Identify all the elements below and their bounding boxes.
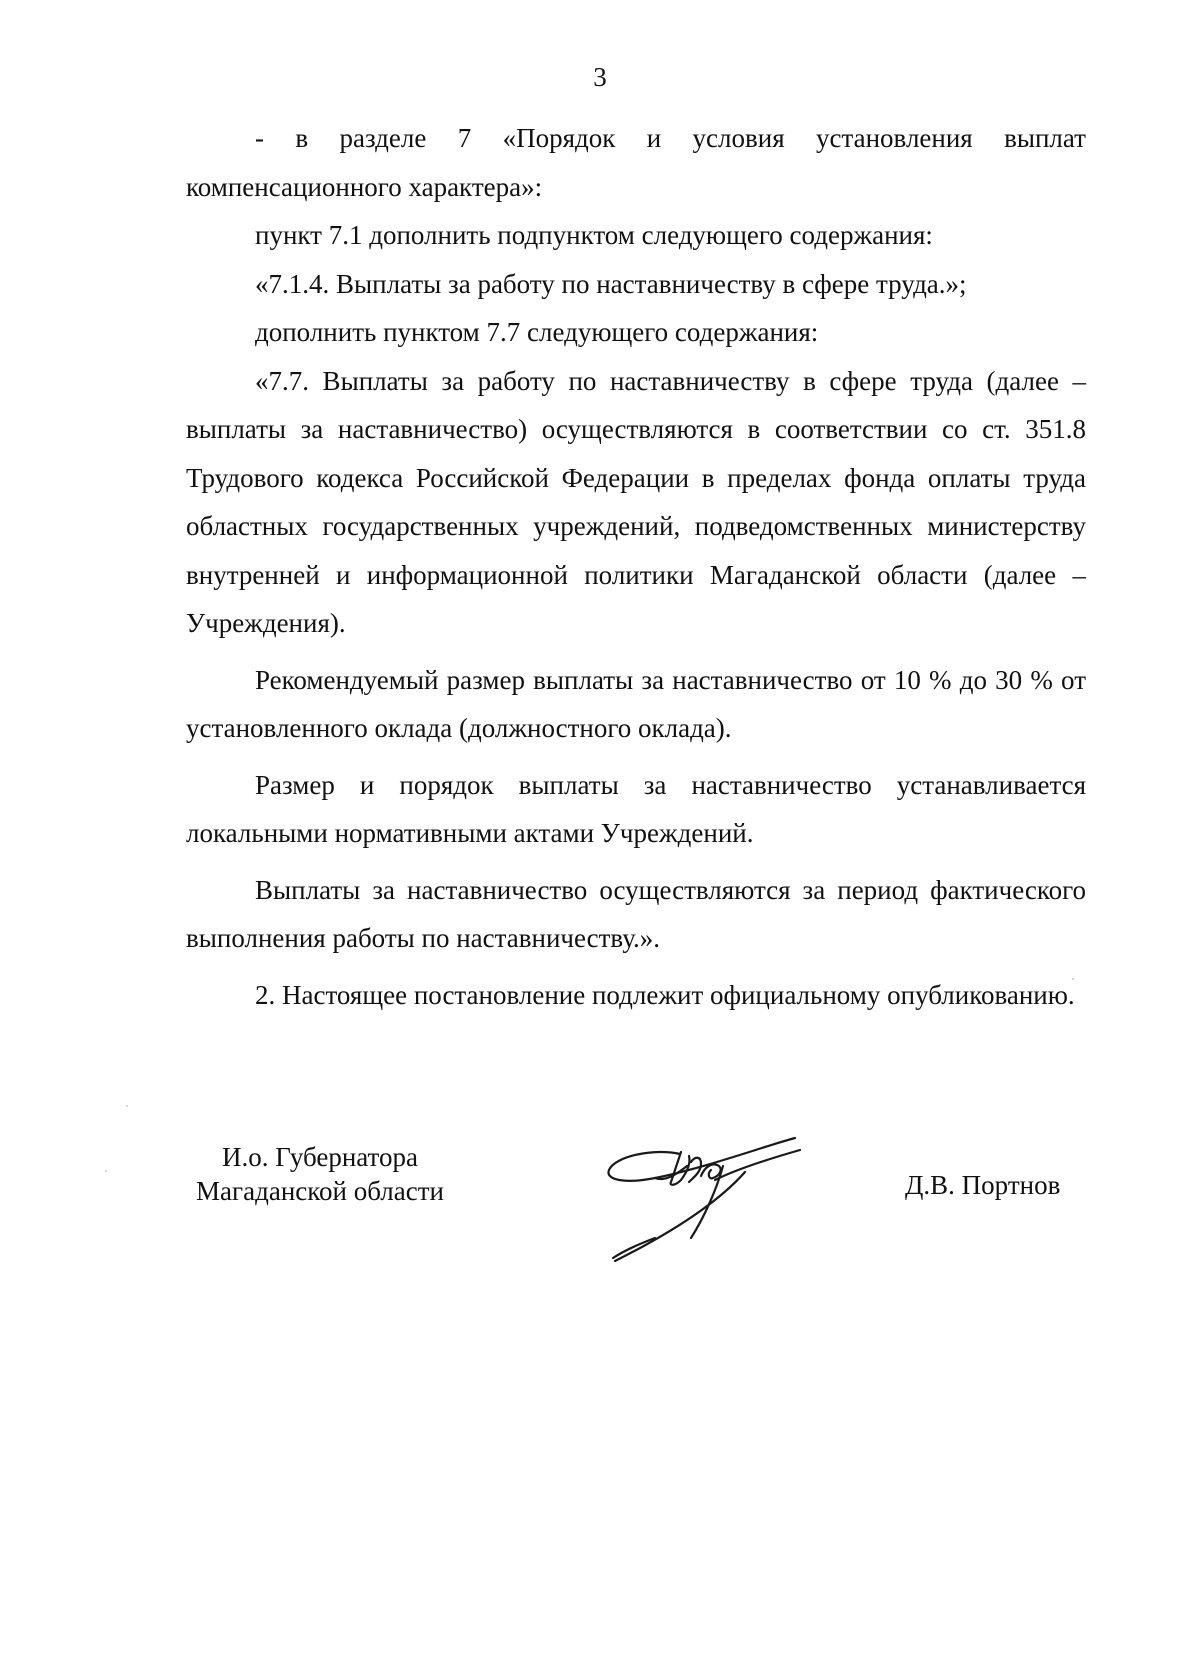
paragraph-add-7-7 bbox=[186, 308, 1086, 357]
line: - в разделе 7 «Порядок и условия установления выплат bbox=[255, 123, 1086, 153]
line: области (далее – Учреждения). bbox=[186, 559, 1086, 638]
paragraph-7-1-4 bbox=[186, 260, 1086, 309]
paragraph-section-7-intro-cont bbox=[186, 163, 1086, 212]
line: локальными нормативными актами Учреждений. bbox=[186, 818, 754, 848]
line: фактического выполнения работы по наставничеству.». bbox=[186, 874, 1086, 953]
line: Выплаты за наставничество осуществляются за период bbox=[255, 874, 919, 905]
page-number: 3 bbox=[593, 62, 607, 92]
handwritten-signature-icon bbox=[595, 1126, 835, 1271]
paragraph-point-7-1 bbox=[186, 211, 1086, 260]
line: Размер и порядок выплаты за наставничество устанавливается bbox=[255, 769, 1086, 800]
paragraph-recommended-size bbox=[186, 656, 1086, 753]
signatory-title-line2: Магаданской области bbox=[196, 1176, 444, 1206]
paragraph-size-order bbox=[186, 761, 1086, 858]
line: дополнить пунктом 7.7 следующего содержания: bbox=[255, 317, 819, 347]
paragraph-7-7 bbox=[186, 357, 1086, 648]
line: «7.7. Выплаты за работу по наставничеству в сфере труда (далее – bbox=[255, 365, 1086, 396]
signatory-title bbox=[180, 1140, 460, 1208]
line: опубликованию. bbox=[887, 979, 1075, 1010]
line: Трудового кодекса Российской Федерации в пределах фонда оплаты bbox=[186, 462, 1011, 493]
line: выплаты за наставничество) осуществляются в соответствии со ст. 351.8 bbox=[186, 414, 1086, 444]
scan-artifact bbox=[105, 1170, 107, 1172]
line: министерству внутренней и информационной политики Магаданской bbox=[186, 511, 1086, 590]
scan-artifact bbox=[126, 1105, 128, 1107]
line: компенсационного характера»: bbox=[186, 171, 543, 202]
line: пункт 7.1 дополнить подпунктом следующего содержания: bbox=[255, 220, 933, 250]
line: от установленного оклада (должностного оклада). bbox=[186, 664, 1086, 743]
signatory-title-line1: И.о. Губернатора bbox=[221, 1142, 418, 1172]
line: Рекомендуемый размер выплаты за наставничество от 10 % до 30 % bbox=[255, 664, 1053, 695]
signatory-name: Д.В. Портнов bbox=[905, 1170, 1061, 1200]
line: труда областных государственных учреждений, подведомственных bbox=[186, 462, 1087, 541]
line: 2. Настоящее постановление подлежит официальному bbox=[255, 979, 881, 1010]
document-body bbox=[186, 114, 1086, 1019]
paragraph-payment-period bbox=[186, 866, 1086, 963]
line: «7.1.4. Выплаты за работу по наставничеству в сфере труда.»; bbox=[255, 268, 967, 299]
paragraph-section-7-intro bbox=[186, 114, 1086, 163]
paragraph-publication bbox=[186, 971, 1086, 1020]
signature-block bbox=[0, 1140, 1200, 1280]
scan-artifact bbox=[1072, 978, 1074, 980]
